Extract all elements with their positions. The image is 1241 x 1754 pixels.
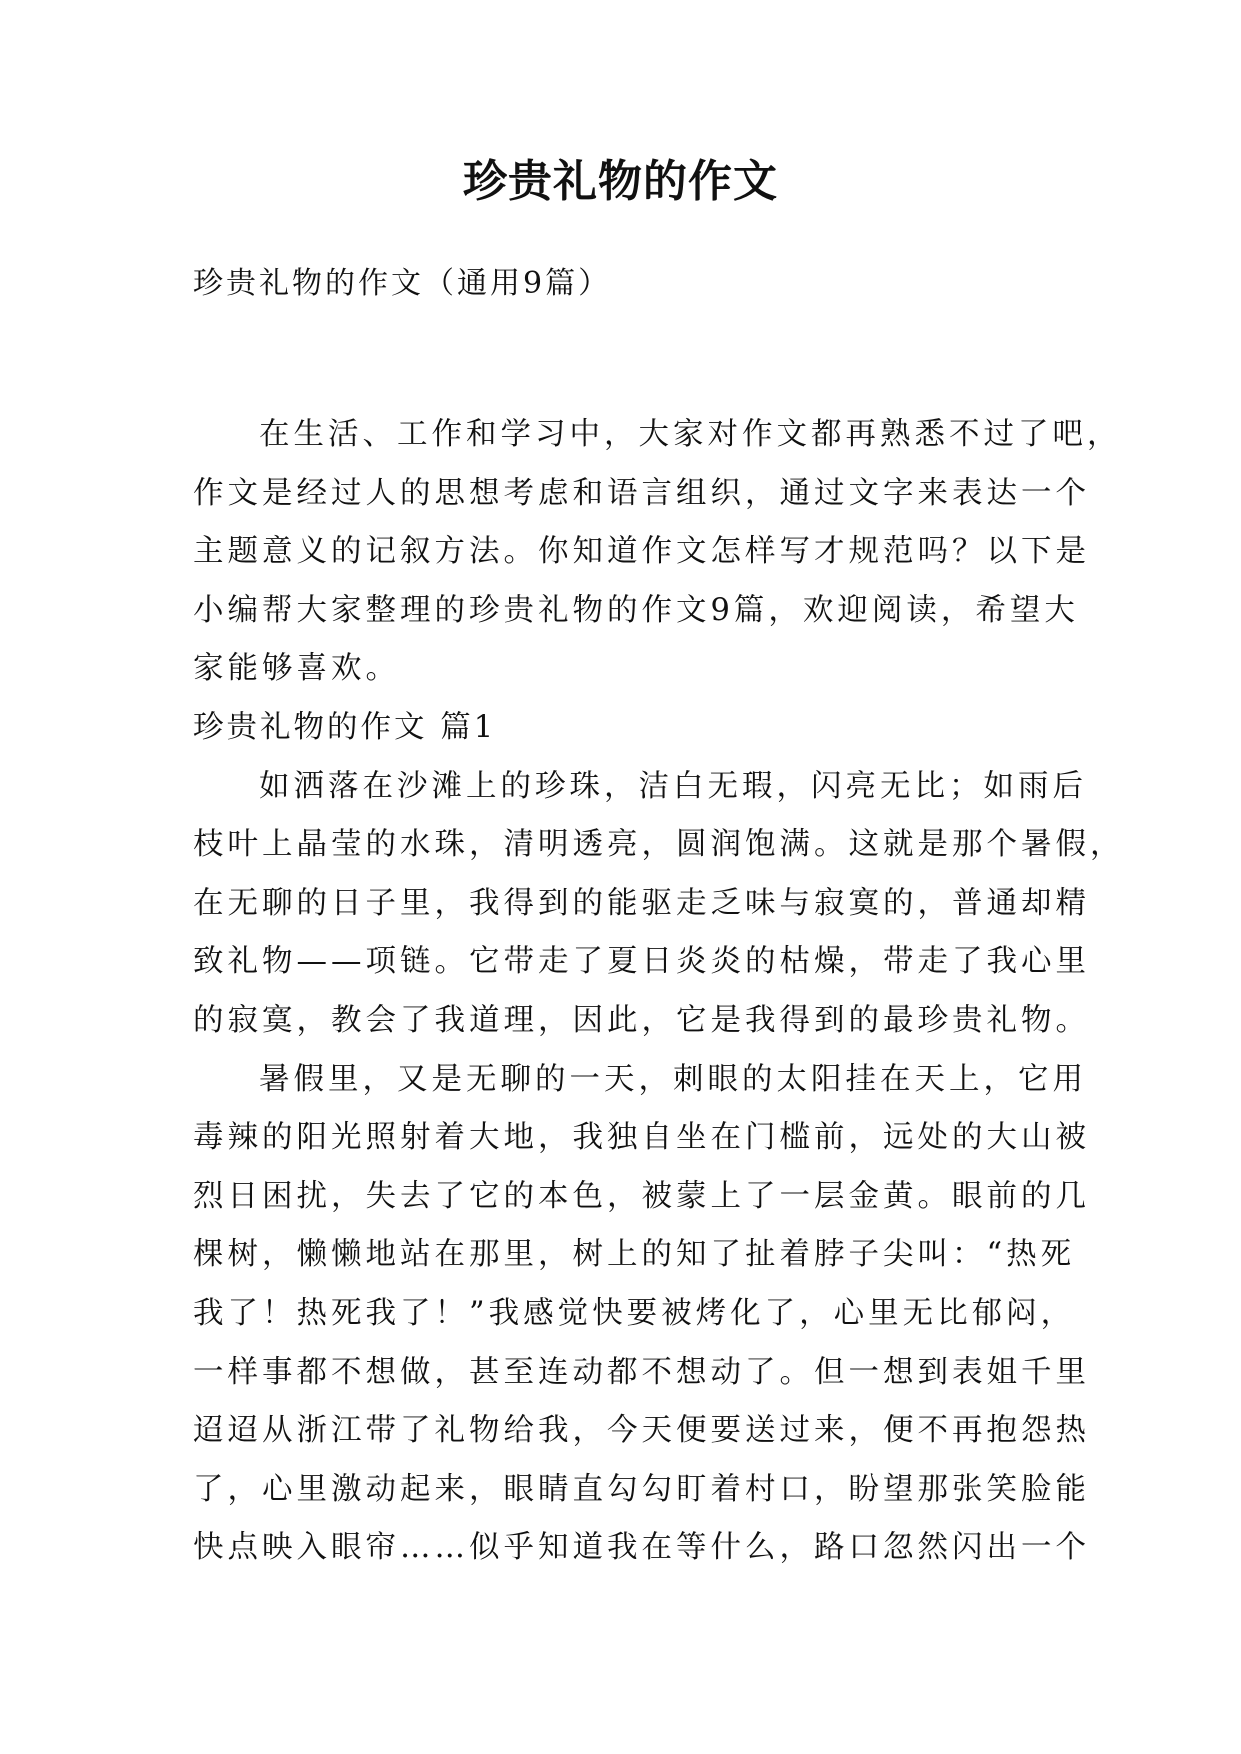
text-line: 在无聊的日子里，我得到的能驱走乏味与寂寞的，普通却精 — [193, 885, 1090, 921]
text-line: 的寂寞，教会了我道理，因此，它是我得到的最珍贵礼物。 — [193, 1002, 1090, 1038]
text-line: 家能够喜欢。 — [193, 651, 400, 687]
text-line: 毒辣的阳光照射着大地，我独自坐在门槛前，远处的大山被 — [193, 1120, 1090, 1156]
text-line: 暑假里，又是无聊的一天，刺眼的太阳挂在天上，它用 — [259, 1061, 1087, 1097]
text-line: 如洒落在沙滩上的珍珠，洁白无瑕，闪亮无比；如雨后 — [259, 768, 1087, 804]
text-line: 一样事都不想做，甚至连动都不想动了。但一想到表姐千里 — [193, 1354, 1090, 1390]
text-line: 在生活、工作和学习中，大家对作文都再熟悉不过了吧， — [259, 417, 1122, 452]
text-line: 了，心里激动起来，眼睛直勾勾盯着村口，盼望那张笑脸能 — [193, 1471, 1090, 1507]
text-line: 棵树，懒懒地站在那里，树上的知了扯着脖子尖叫：“热死 — [193, 1237, 1076, 1273]
section-heading: 珍贵礼物的作文 篇1 — [193, 709, 497, 745]
text-line: 我了！热死我了！”我感觉快要被烤化了，心里无比郁闷， — [193, 1295, 1076, 1331]
text-line: 主题意义的记叙方法。你知道作文怎样写才规范吗？以下是 — [193, 534, 1090, 570]
document-subtitle: 珍贵礼物的作文（通用9篇） — [193, 266, 612, 301]
document-body — [193, 406, 1125, 1578]
text-line: 枝叶上晶莹的水珠，清明透亮，圆润饱满。这就是那个暑假， — [193, 827, 1125, 863]
text-line: 作文是经过人的思想考虑和语言组织，通过文字来表达一个 — [193, 475, 1090, 511]
text-line: 迢迢从浙江带了礼物给我，今天便要送过来，便不再抱怨热 — [193, 1413, 1090, 1449]
text-line: 烈日困扰，失去了它的本色，被蒙上了一层金黄。眼前的几 — [193, 1178, 1090, 1214]
text-line: 快点映入眼帘……似乎知道我在等什么，路口忽然闪出一个 — [193, 1530, 1090, 1566]
text-line: 小编帮大家整理的珍贵礼物的作文9篇，欢迎阅读，希望大 — [193, 592, 1079, 628]
page-title: 珍贵礼物的作文 — [463, 156, 778, 207]
text-line: 致礼物——项链。它带走了夏日炎炎的枯燥，带走了我心里 — [193, 944, 1090, 980]
